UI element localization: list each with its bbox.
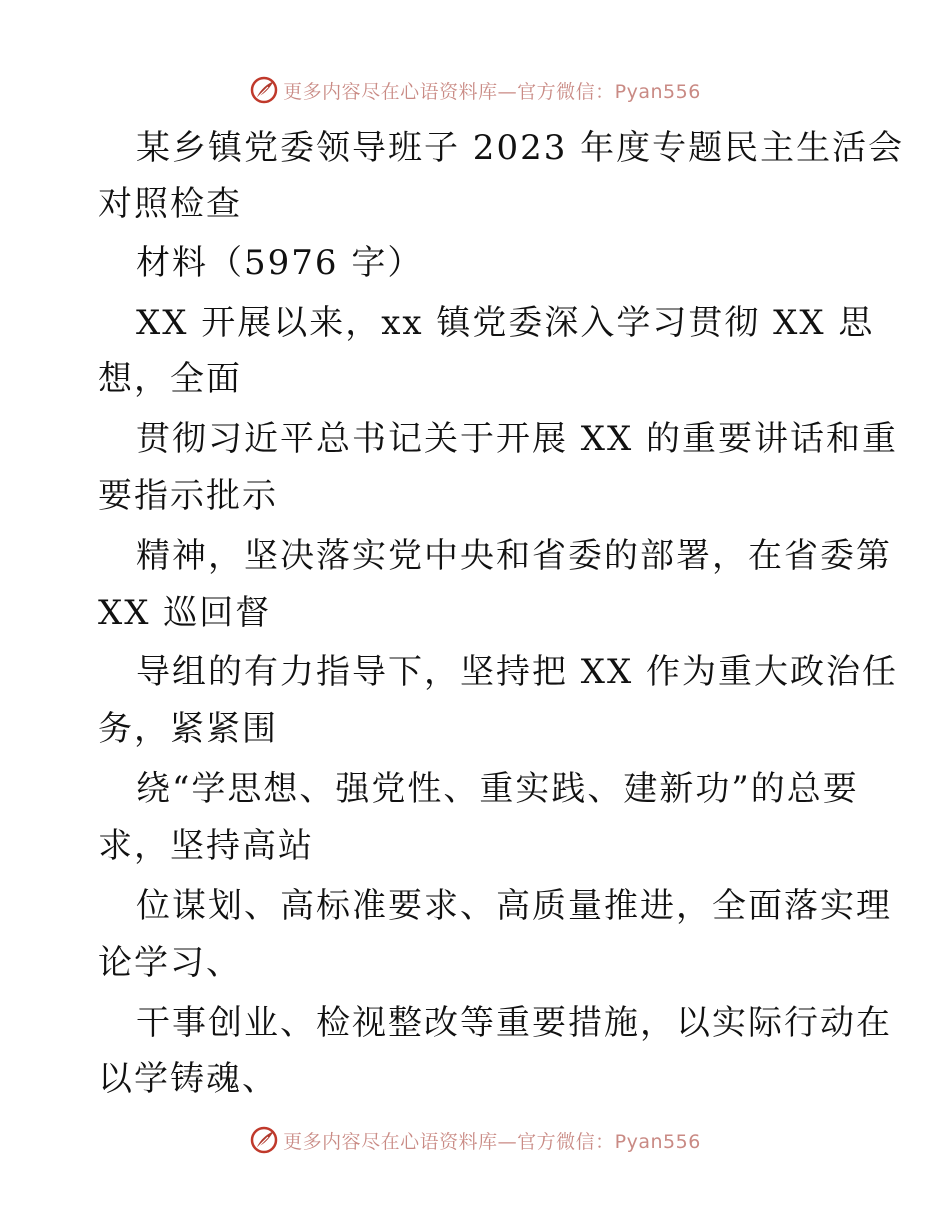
watermark-account: Pyan556 — [614, 1130, 701, 1153]
text-line: 对照检查 — [98, 184, 242, 224]
text-line: 绕“学思想、强党性、重实践、建新功”的总要 — [136, 769, 859, 809]
text-line: 论学习、 — [98, 943, 242, 983]
watermark-text: 更多内容尽在心语资料库—官方微信：Pyan556 — [283, 80, 701, 103]
header-watermark — [0, 70, 950, 110]
watermark-account: Pyan556 — [614, 80, 701, 103]
text-line: XX 开展以来，xx 镇党委深入学习贯彻 XX 思 — [136, 303, 875, 343]
text-line: 想，全面 — [98, 359, 242, 399]
text-line: 务，紧紧围 — [98, 709, 278, 749]
text-line: 求，坚持高站 — [98, 826, 314, 866]
footer-watermark — [0, 1120, 950, 1160]
text-line: XX 巡回督 — [98, 593, 272, 633]
text-line: 以学铸魂、 — [98, 1059, 278, 1099]
text-line: 贯彻习近平总书记关于开展 XX 的重要讲话和重 — [136, 419, 899, 459]
text-line: 干事创业、检视整改等重要措施，以实际行动在 — [136, 1003, 892, 1043]
text-line: 材料（5976 字） — [136, 243, 424, 283]
text-line: 某乡镇党委领导班子 2023 年度专题民主生活会 — [136, 128, 905, 168]
text-line: 要指示批示 — [98, 476, 278, 516]
feather-pen-logo-icon — [249, 1125, 279, 1155]
feather-pen-logo-icon — [249, 75, 279, 105]
text-line: 精神，坚决落实党中央和省委的部署，在省委第 — [136, 536, 892, 576]
text-line: 位谋划、高标准要求、高质量推进，全面落实理 — [136, 886, 892, 926]
text-line: 导组的有力指导下，坚持把 XX 作为重大政治任 — [136, 652, 899, 692]
watermark-text: 更多内容尽在心语资料库—官方微信：Pyan556 — [283, 1130, 701, 1153]
